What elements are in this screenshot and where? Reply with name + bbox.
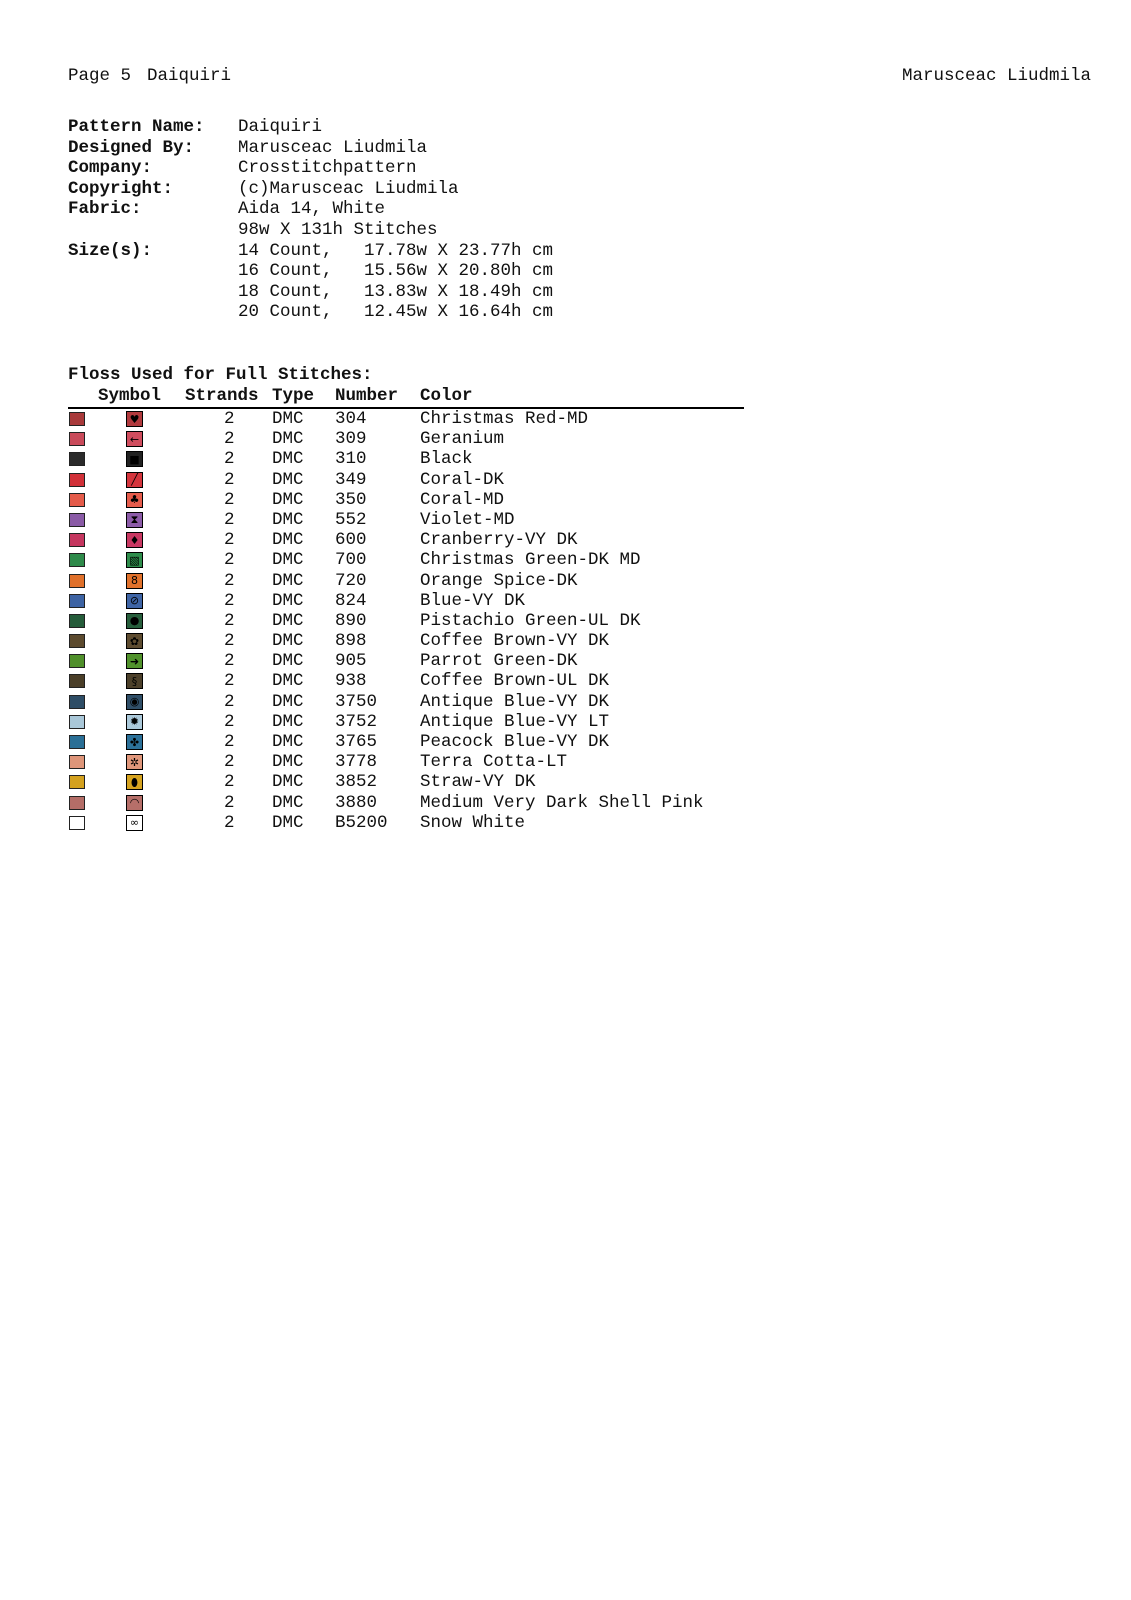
strands-cell: 2 — [224, 631, 235, 652]
strands-cell: 2 — [224, 792, 235, 813]
number-cell: 3852 — [335, 772, 378, 793]
number-cell: 309 — [335, 429, 367, 450]
info-label: Designed By: — [68, 137, 195, 158]
strands-cell: 2 — [224, 429, 235, 450]
number-cell: 3778 — [335, 752, 378, 773]
strands-cell: 2 — [224, 691, 235, 712]
stitch-symbol-icon: ╱ — [126, 472, 143, 488]
floss-row — [0, 591, 760, 611]
color-swatch — [69, 553, 85, 567]
color-name-cell: Peacock Blue-VY DK — [420, 732, 610, 752]
info-label: Copyright: — [68, 178, 174, 199]
stitch-symbol-icon: ✤ — [126, 734, 143, 750]
floss-row — [0, 631, 760, 651]
stitch-symbol-icon: ♦ — [126, 532, 143, 548]
floss-row — [0, 409, 760, 429]
floss-row — [0, 490, 760, 510]
color-name-cell: Black — [420, 449, 473, 470]
stitch-symbol-icon: ♥ — [126, 411, 143, 427]
color-swatch — [69, 674, 85, 688]
color-swatch — [69, 452, 85, 466]
color-swatch — [69, 594, 85, 608]
strands-cell: 2 — [224, 732, 235, 752]
stitch-symbol-icon: ➜ — [126, 653, 143, 669]
stitch-symbol-icon: ◠ — [126, 795, 143, 811]
color-name-cell: Straw-VY DK — [420, 772, 536, 793]
color-swatch — [69, 614, 85, 628]
color-name-cell: Coral-DK — [420, 469, 505, 490]
number-cell: 890 — [335, 610, 367, 631]
number-cell: 552 — [335, 509, 367, 530]
stitch-symbol-icon: 8 — [126, 573, 143, 589]
number-cell: 349 — [335, 469, 367, 490]
info-value: Daiquiri — [238, 117, 323, 137]
number-cell: 310 — [335, 449, 367, 470]
col-header-type: Type — [272, 386, 315, 406]
number-cell: 905 — [335, 651, 367, 672]
color-name-cell: Geranium — [420, 429, 505, 450]
page-header-left — [68, 66, 231, 86]
stitch-symbol-icon: ⊘ — [126, 593, 143, 609]
type-cell: DMC — [272, 590, 304, 611]
col-header-strands: Strands — [185, 386, 259, 406]
strands-cell: 2 — [224, 610, 235, 631]
color-name-cell: Terra Cotta-LT — [420, 752, 568, 773]
number-cell: 3752 — [335, 711, 378, 732]
type-cell: DMC — [272, 711, 304, 732]
color-swatch — [69, 473, 85, 487]
strands-cell: 2 — [224, 651, 235, 672]
color-name-cell: Blue-VY DK — [420, 590, 526, 611]
color-name-cell: Snow White — [420, 812, 526, 833]
strands-cell: 2 — [224, 570, 235, 591]
floss-row — [0, 651, 760, 671]
stitch-symbol-icon: ⬮ — [126, 774, 143, 790]
color-name-cell: Antique Blue-VY LT — [420, 711, 610, 732]
type-cell: DMC — [272, 772, 304, 793]
strands-cell: 2 — [224, 812, 235, 833]
floss-row — [0, 752, 760, 772]
number-cell: 600 — [335, 530, 367, 551]
floss-row — [0, 611, 760, 631]
type-cell: DMC — [272, 732, 304, 752]
number-cell: 3880 — [335, 792, 378, 813]
number-cell: 350 — [335, 489, 367, 510]
color-name-cell: Medium Very Dark Shell Pink — [420, 792, 704, 813]
color-swatch — [69, 755, 85, 769]
floss-row — [0, 571, 760, 591]
floss-row — [0, 712, 760, 732]
strands-cell: 2 — [224, 449, 235, 470]
stitch-symbol-icon: ← — [126, 431, 143, 447]
info-value: (c)Marusceac Liudmila — [238, 178, 459, 199]
color-swatch — [69, 432, 85, 446]
color-name-cell: Pistachio Green-UL DK — [420, 610, 641, 631]
number-cell: B5200 — [335, 812, 388, 833]
info-label: Fabric: — [68, 199, 142, 220]
type-cell: DMC — [272, 792, 304, 813]
type-cell: DMC — [272, 550, 304, 571]
floss-row — [0, 692, 760, 712]
type-cell: DMC — [272, 409, 304, 429]
color-swatch — [69, 533, 85, 547]
type-cell: DMC — [272, 691, 304, 712]
strands-cell: 2 — [224, 550, 235, 571]
header-pattern-name: Daiquiri — [147, 66, 232, 86]
strands-cell: 2 — [224, 671, 235, 692]
color-name-cell: Antique Blue-VY DK — [420, 691, 610, 712]
strands-cell: 2 — [224, 772, 235, 793]
type-cell: DMC — [272, 812, 304, 833]
strands-cell: 2 — [224, 469, 235, 490]
info-value: 18 Count, 13.83w X 18.49h cm — [238, 281, 554, 302]
type-cell: DMC — [272, 631, 304, 652]
color-name-cell: Christmas Green-DK MD — [420, 550, 641, 571]
info-label: Company: — [68, 158, 153, 179]
number-cell: 824 — [335, 590, 367, 611]
stitch-symbol-icon: ▧ — [126, 552, 143, 568]
floss-table — [0, 409, 760, 833]
floss-row — [0, 732, 760, 752]
info-label: Size(s): — [68, 240, 153, 261]
floss-row — [0, 470, 760, 490]
stitch-symbol-icon: ◉ — [126, 694, 143, 710]
color-swatch — [69, 493, 85, 507]
number-cell: 720 — [335, 570, 367, 591]
floss-row — [0, 510, 760, 530]
color-swatch — [69, 634, 85, 648]
type-cell: DMC — [272, 610, 304, 631]
color-swatch — [69, 775, 85, 789]
strands-cell: 2 — [224, 489, 235, 510]
info-value: 20 Count, 12.45w X 16.64h cm — [238, 302, 554, 323]
number-cell: 3750 — [335, 691, 378, 712]
strands-cell: 2 — [224, 509, 235, 530]
color-swatch — [69, 816, 85, 830]
col-header-number: Number — [335, 386, 399, 406]
number-cell: 3765 — [335, 732, 378, 752]
strands-cell: 2 — [224, 409, 235, 429]
header-author: Marusceac Liudmila — [901, 66, 1091, 86]
type-cell: DMC — [272, 449, 304, 470]
info-label: Pattern Name: — [68, 117, 205, 137]
number-cell: 700 — [335, 550, 367, 571]
strands-cell: 2 — [224, 590, 235, 611]
floss-row — [0, 530, 760, 550]
color-name-cell: Christmas Red-MD — [420, 409, 589, 429]
info-value: 16 Count, 15.56w X 20.80h cm — [238, 261, 554, 282]
color-swatch — [69, 513, 85, 527]
stitch-symbol-icon: ∞ — [126, 815, 143, 831]
type-cell: DMC — [272, 671, 304, 692]
color-name-cell: Cranberry-VY DK — [420, 530, 578, 551]
page-label: Page 5 — [68, 66, 132, 86]
color-name-cell: Coral-MD — [420, 489, 505, 510]
info-value: Crosstitchpattern — [238, 158, 417, 179]
color-swatch — [69, 412, 85, 426]
color-name-cell: Parrot Green-DK — [420, 651, 578, 672]
floss-row — [0, 772, 760, 792]
type-cell: DMC — [272, 509, 304, 530]
type-cell: DMC — [272, 489, 304, 510]
type-cell: DMC — [272, 651, 304, 672]
floss-row — [0, 449, 760, 469]
info-value: Aida 14, White — [238, 199, 386, 220]
type-cell: DMC — [272, 429, 304, 450]
type-cell: DMC — [272, 530, 304, 551]
color-name-cell: Coffee Brown-UL DK — [420, 671, 610, 692]
stitch-symbol-icon: ✲ — [126, 754, 143, 770]
strands-cell: 2 — [224, 530, 235, 551]
color-swatch — [69, 574, 85, 588]
color-name-cell: Coffee Brown-VY DK — [420, 631, 610, 652]
color-swatch — [69, 715, 85, 729]
color-swatch — [69, 654, 85, 668]
info-value: 14 Count, 17.78w X 23.77h cm — [238, 240, 554, 261]
stitch-symbol-icon: ✹ — [126, 714, 143, 730]
stitch-symbol-icon: ♣ — [126, 492, 143, 508]
stitch-symbol-icon: ⧗ — [126, 512, 143, 528]
strands-cell: 2 — [224, 711, 235, 732]
color-swatch — [69, 735, 85, 749]
number-cell: 304 — [335, 409, 367, 429]
type-cell: DMC — [272, 570, 304, 591]
color-swatch — [69, 695, 85, 709]
type-cell: DMC — [272, 752, 304, 773]
stitch-symbol-icon: ● — [126, 613, 143, 629]
info-value: 98w X 131h Stitches — [238, 219, 438, 240]
info-value: Marusceac Liudmila — [238, 137, 428, 158]
floss-title: Floss Used for Full Stitches: — [68, 365, 373, 385]
floss-row — [0, 793, 760, 813]
floss-row — [0, 429, 760, 449]
number-cell: 898 — [335, 631, 367, 652]
stitch-symbol-icon: ■ — [126, 451, 143, 467]
col-header-symbol: Symbol — [98, 386, 162, 406]
number-cell: 938 — [335, 671, 367, 692]
color-name-cell: Violet-MD — [420, 509, 515, 530]
strands-cell: 2 — [224, 752, 235, 773]
type-cell: DMC — [272, 469, 304, 490]
stitch-symbol-icon: § — [126, 673, 143, 689]
floss-row — [0, 813, 760, 833]
color-name-cell: Orange Spice-DK — [420, 570, 578, 591]
color-swatch — [69, 796, 85, 810]
floss-row — [0, 671, 760, 691]
stitch-symbol-icon: ✿ — [126, 633, 143, 649]
col-header-color: Color — [420, 386, 473, 406]
floss-row — [0, 550, 760, 570]
